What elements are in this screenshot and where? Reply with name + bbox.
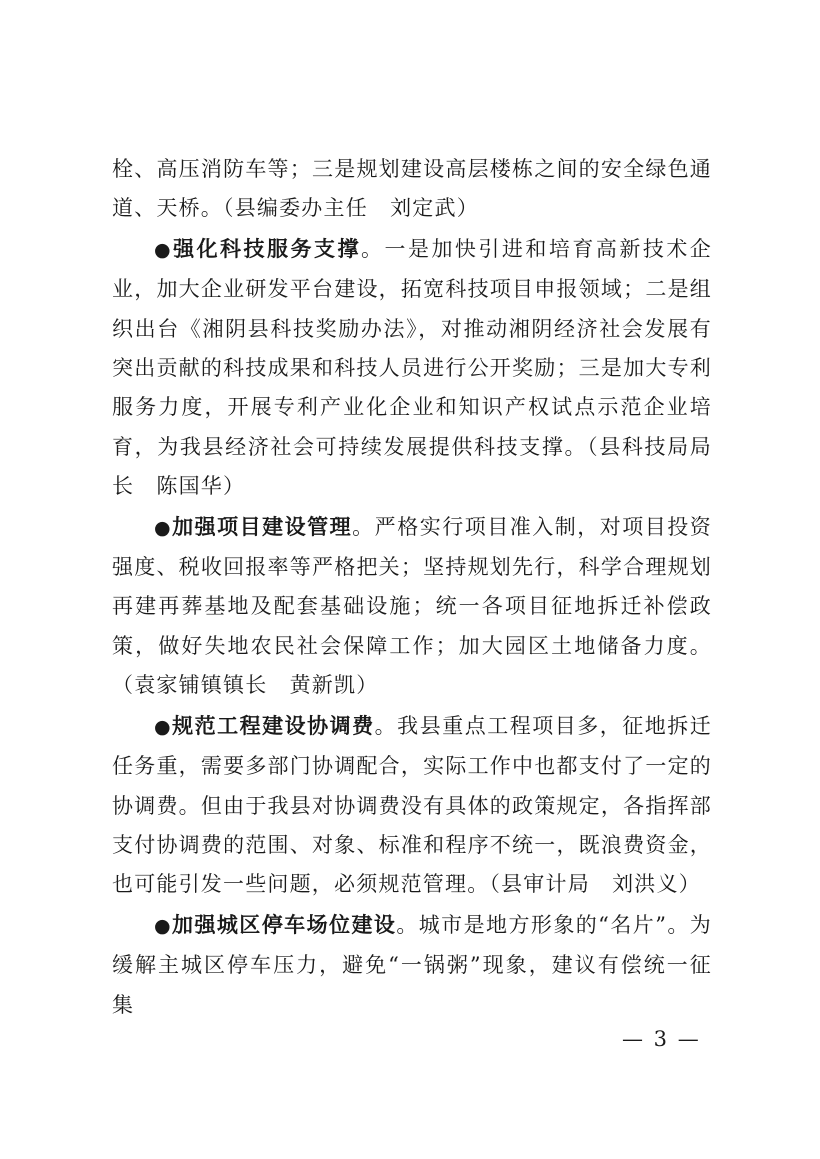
section-paragraph [112, 905, 712, 1025]
paragraph-text: 。严格实行项目准入制，对项目投资强度、税收回报率等严格把关；坚持规划先行，科学合理规划再建再葬基地及配套基础设施；统一各项目征地拆迁补偿政策，做好失地农民社会保障工作；加大园区土地储备力度。 [112, 514, 712, 658]
page-number: — 3 — [622, 1027, 701, 1051]
paragraph-text: 。城市是地方形象的“名片”。为缓解主城区停车压力，避免“一锅粥”现象，建议有偿统一征集 [112, 912, 712, 1017]
section-paragraph [112, 706, 712, 905]
page-body [112, 150, 712, 1025]
section-heading: 规范工程建设协调费 [172, 712, 375, 738]
author-attribution: （袁家铺镇镇长 黄新凯） [112, 673, 379, 698]
section-heading: 加强项目建设管理 [172, 513, 353, 539]
section-heading: 强化科技服务支撑 [173, 235, 361, 261]
author-attribution: （县审计局 刘洪义） [489, 872, 701, 897]
paragraph-text: 。我县重点工程项目多，征地拆迁任务重，需要多部门协调配合，实际工作中也都支付了一定的协调费。但由于我县对协调费没有具体的政策规定，各指挥部支付协调费的范围、对象、标准和程序不统一，既浪费资金，也可能引发一些问题，必须规范管理。 [112, 713, 712, 897]
section-paragraph [112, 507, 712, 706]
section-paragraph [112, 229, 712, 507]
continuation-paragraph [112, 150, 712, 229]
bullet-icon: ● [154, 516, 173, 539]
bullet-icon: ● [154, 238, 174, 261]
author-attribution: （县科技局局长 陈国华） [112, 434, 713, 499]
paragraph-text: 。一是加快引进和培育高新技术企业，加大企业研发平台建设，拓宽科技项目申报领域；二是组织出台《湘阴县科技奖励办法》，对推动湘阴经济社会发展有突出贡献的科技成果和科技人员进行公开奖励；三是加大专利服务力度，开展专利产业化企业和知识产权试点示范企业培育，为我县经济社会可持续发展提供科技支撑。 [112, 236, 713, 459]
bullet-icon: ● [154, 715, 173, 738]
bullet-icon: ● [154, 914, 173, 937]
author-attribution: （县编委办主任 刘定武） [223, 196, 479, 221]
paragraph-text: 栓、高压消防车等；三是规划建设高层楼栋之间的安全绿色通道、天桥。 [112, 157, 712, 221]
section-heading: 加强城区停车场位建设 [172, 911, 397, 937]
